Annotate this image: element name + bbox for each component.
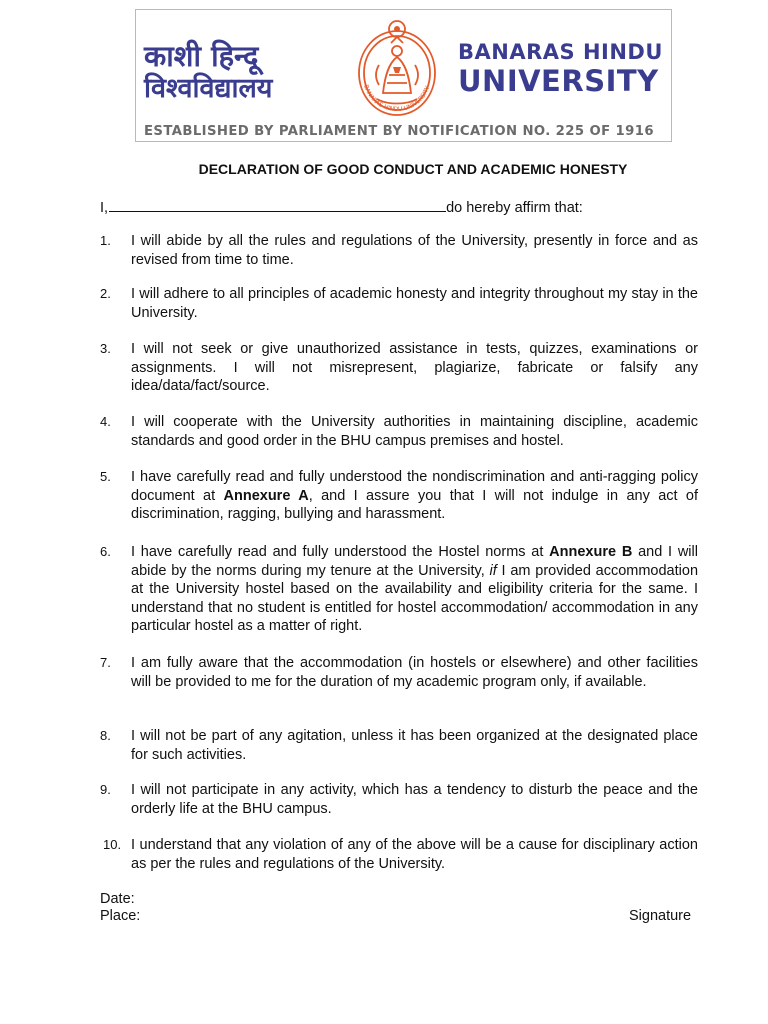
established-notice: ESTABLISHED BY PARLIAMENT BY NOTIFICATION NO. 225 OF 1916 — [144, 123, 654, 139]
item-text: I will not be part of any agitation, unless it has been organized at the designated place for such activities. — [131, 728, 698, 763]
item-text: I will cooperate with the University authorities in maintaining discipline, academic standards and good order in the BHU campus premises and hostel. — [131, 414, 698, 449]
affirm-prefix: I, — [100, 200, 109, 216]
item-text — [131, 543, 698, 636]
item-number: 5. — [100, 469, 111, 484]
item-text-part: I am provided accommodation at the University hostel based on the availability and eligibility criteria for the same. I understand that no student is entitled for hostel accommodation/ accommodation in any particular hostel as a matter of right. — [131, 562, 699, 635]
item-number: 3. — [100, 341, 111, 356]
list-item — [100, 340, 698, 396]
university-letterhead — [135, 9, 672, 142]
list-item — [100, 232, 698, 269]
item-text: I will adhere to all principles of academic honesty and integrity throughout my stay in the University. — [131, 286, 698, 321]
university-seal-icon — [349, 15, 445, 125]
item-text-part: I have carefully read and fully understood the Hostel norms at — [131, 544, 550, 560]
affirm-suffix: do hereby affirm that: — [446, 200, 583, 216]
item-number: 1. — [100, 233, 111, 248]
item-text: I will not seek or give unauthorized assistance in tests, quizzes, examinations or assignments. I will not misrepresent, plagiarize, fabricate or falsify any idea/data/fact/source. — [131, 341, 698, 395]
date-label: Date: — [100, 891, 135, 907]
item-text: I will abide by all the rules and regulations of the University, presently in force and as revised from time to time. — [131, 233, 698, 268]
place-label: Place: — [100, 908, 141, 924]
hindi-name-line1: काशी हिन्दू — [144, 39, 259, 73]
university-name-line1: BANARAS HINDU — [458, 40, 663, 64]
item-text: I am fully aware that the accommodation (in hostels or elsewhere) and other facilities will be provided to me for the duration of my academic program only, if available. — [131, 655, 698, 690]
list-item — [100, 727, 698, 764]
item-text: I will not participate in any activity, which has a tendency to disturb the peace and the orderly life at the BHU campus. — [131, 782, 698, 817]
item-text-part: and I will abide by the norms during my tenure at the University, — [131, 544, 698, 579]
list-item — [100, 654, 698, 691]
list-item — [100, 543, 698, 636]
svg-text:BANARAS HINDU UNIVERSITY — [362, 84, 431, 113]
signature-label: Signature — [629, 908, 692, 924]
item-number: 4. — [100, 414, 111, 429]
list-item — [100, 468, 698, 524]
name-blank-field[interactable] — [109, 197, 446, 212]
item-text: I understand that any violation of any of the above will be a cause for disciplinary action as per the rules and regulations of the University. — [131, 837, 698, 872]
item-text-part: I have carefully read and fully understood the nondiscrimination and anti-ragging policy document at — [131, 469, 698, 504]
item-number: 2. — [100, 286, 111, 301]
page-title: DECLARATION OF GOOD CONDUCT AND ACADEMIC HONESTY — [198, 161, 628, 177]
annexure-a-ref: Annexure A — [223, 487, 309, 504]
item-number: 10. — [103, 837, 122, 852]
item-number: 7. — [100, 655, 111, 670]
item-number: 6. — [100, 544, 111, 559]
list-item — [100, 285, 698, 322]
item-number: 8. — [100, 728, 111, 743]
list-item — [100, 781, 698, 818]
list-item — [100, 413, 698, 450]
annexure-b-ref: Annexure B — [549, 544, 633, 560]
university-name-line2: UNIVERSITY — [458, 64, 659, 98]
item-text-emphasis: if — [489, 562, 497, 579]
affirmation-line — [100, 197, 583, 216]
seal-inscription: BANARAS HINDU UNIVERSITY — [362, 83, 432, 114]
list-item — [100, 836, 698, 873]
item-number: 9. — [100, 782, 111, 797]
item-text-part: , and I assure you that I will not indulge in any act of discrimination, ragging, bullying and harassment. — [131, 487, 698, 523]
hindi-name-line2: विश्वविद्यालय — [144, 73, 273, 104]
item-text — [131, 468, 698, 524]
